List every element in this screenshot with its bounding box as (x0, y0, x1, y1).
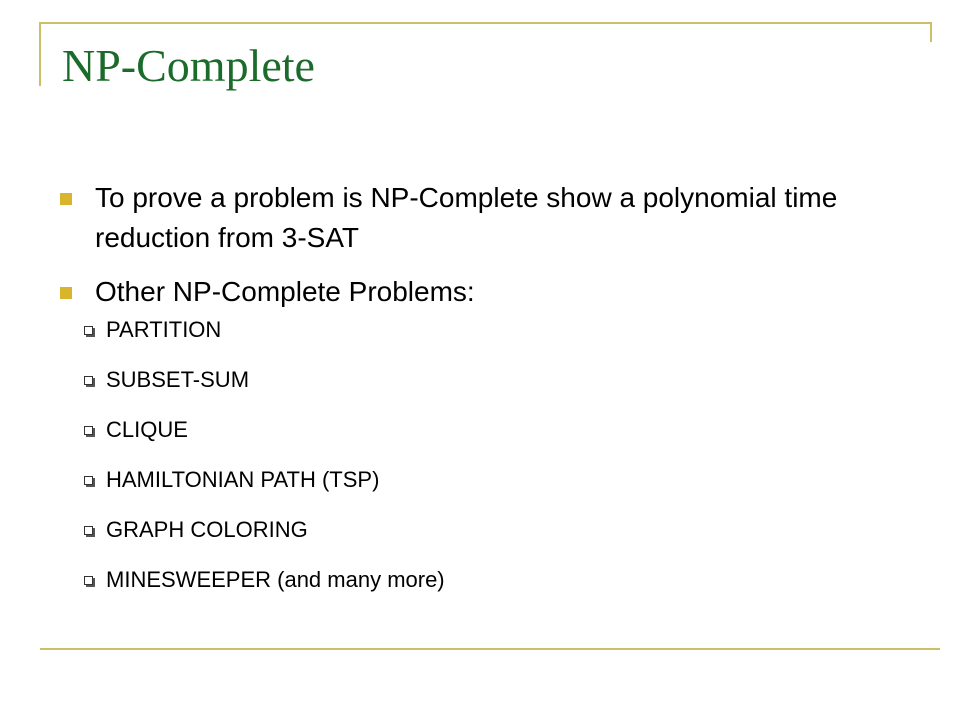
frame-bottom-line (40, 648, 940, 650)
checkbox-bullet-icon (84, 576, 93, 585)
sub-bullet-text: CLIQUE (106, 417, 188, 442)
bullet-square-icon (60, 193, 72, 205)
bullet-text: To prove a problem is NP-Complete show a polynomial time reduction from 3-SAT (95, 182, 838, 253)
bullet-item (60, 178, 920, 258)
bullet-text: Other NP-Complete Problems: (95, 276, 475, 307)
sub-bullet-item (60, 466, 920, 494)
frame-top-line (40, 22, 932, 24)
sub-bullet-text: GRAPH COLORING (106, 517, 308, 542)
checkbox-bullet-icon (84, 376, 93, 385)
bullet-list (60, 178, 920, 616)
checkbox-bullet-icon (84, 326, 93, 335)
sub-bullet-list (95, 316, 920, 594)
frame-top-right-tick (930, 22, 932, 42)
checkbox-bullet-icon (84, 476, 93, 485)
frame-left-line (39, 22, 41, 86)
sub-bullet-item (60, 516, 920, 544)
bullet-item (60, 272, 920, 594)
checkbox-bullet-icon (84, 526, 93, 535)
sub-bullet-item (60, 566, 920, 594)
sub-bullet-text: MINESWEEPER (and many more) (106, 567, 445, 592)
sub-bullet-item (60, 316, 920, 344)
sub-bullet-text: PARTITION (106, 317, 222, 342)
sub-bullet-text: HAMILTONIAN PATH (TSP) (106, 467, 380, 492)
checkbox-bullet-icon (84, 426, 93, 435)
bullet-square-icon (60, 287, 72, 299)
sub-bullet-text: SUBSET-SUM (106, 367, 250, 392)
sub-bullet-item (60, 366, 920, 394)
slide-title: NP-Complete (62, 40, 315, 91)
sub-bullet-item (60, 416, 920, 444)
